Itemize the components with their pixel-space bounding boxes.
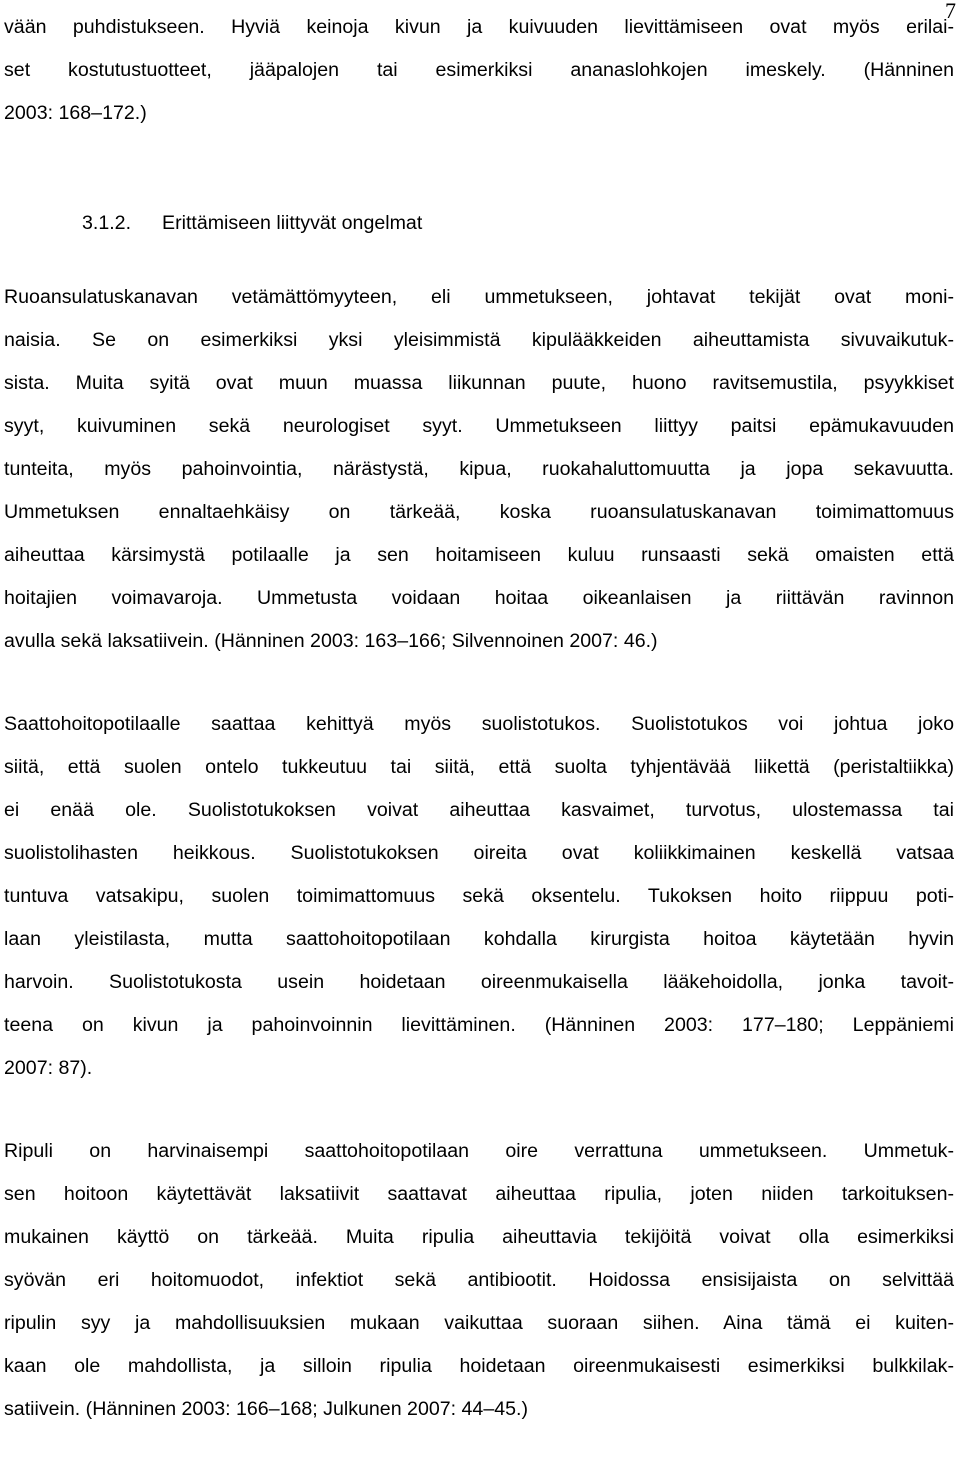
text-line: 2003: 168–172.) [4, 102, 147, 124]
text-line: Ruoansulatuskanavan vetämättömyyteen, eli ummetukseen, johtavat tekijät ovat moni- [4, 286, 954, 308]
text-line: avulla sekä laksatiivein. (Hänninen 2003: 163–166; Silvennoinen 2007: 46.) [4, 630, 658, 652]
text-line: tunteita, myös pahoinvointia, närästystä, kipua, ruokahaluttomuutta ja jopa sekavuutta. [4, 458, 954, 480]
text-line: aiheuttaa kärsimystä potilaalle ja sen hoitamiseen kuluu runsaasti sekä omaisten että [4, 544, 954, 566]
text-line: Ripuli on harvinaisempi saattohoitopotilaan oire verrattuna ummetukseen. Ummetuk- [4, 1140, 954, 1162]
paragraph-diarrhea [4, 1130, 954, 1431]
text-line: vään puhdistukseen. Hyviä keinoja kivun ja kuivuuden lievittämiseen ovat myös erilai- [4, 16, 954, 38]
page-number: 7 [945, 0, 956, 23]
paragraph-constipation [4, 276, 954, 663]
text-line: suolistolihasten heikkous. Suolistotukoksen oireita ovat koliikkimainen keskellä vatsaa [4, 842, 954, 864]
document-body [4, 0, 954, 1431]
text-line: laan yleistilasta, mutta saattohoitopotilaan kohdalla kirurgista hoitoa käytetään hyvin [4, 928, 954, 950]
text-line: mukainen käyttö on tärkeää. Muita ripulia aiheuttavia tekijöitä voivat olla esimerkiksi [4, 1226, 954, 1248]
text-line: ripulin syy ja mahdollisuuksien mukaan vaikuttaa suoraan siihen. Aina tämä ei kuiten- [4, 1312, 954, 1334]
text-line: ei enää ole. Suolistotukoksen voivat aiheuttaa kasvaimet, turvotus, ulostemassa tai [4, 799, 954, 821]
intro-paragraph [4, 6, 954, 135]
text-line: set kostutustuotteet, jääpalojen tai esimerkiksi ananaslohkojen imeskely. (Hänninen [4, 59, 954, 81]
text-line: sista. Muita syitä ovat muun muassa liikunnan puute, huono ravitsemustila, psyykkiset [4, 372, 954, 394]
section-number: 3.1.2. [82, 212, 132, 234]
text-line: teena on kivun ja pahoinvoinnin lievittäminen. (Hänninen 2003: 177–180; Leppäniemi [4, 1014, 954, 1036]
text-line: syyt, kuivuminen sekä neurologiset syyt. Ummetukseen liittyy paitsi epämukavuuden [4, 415, 954, 437]
section-heading [4, 202, 954, 245]
text-line: satiivein. (Hänninen 2003: 166–168; Julkunen 2007: 44–45.) [4, 1398, 528, 1420]
text-line: siitä, että suolen ontelo tukkeutuu tai siitä, että suolta tyhjentävää liikettä (peristaltiikka) [4, 756, 954, 778]
text-line: naisia. Se on esimerkiksi yksi yleisimmistä kipulääkkeiden aiheuttamista sivuvaikutuk- [4, 329, 954, 351]
text-line: hoitajien voimavaroja. Ummetusta voidaan hoitaa oikeanlaisen ja riittävän ravinnon [4, 587, 954, 609]
paragraph-bowel-obstruction [4, 703, 954, 1090]
text-line: Ummetuksen ennaltaehkäisy on tärkeää, koska ruoansulatuskanavan toimimattomuus [4, 501, 954, 523]
text-line: syövän eri hoitomuodot, infektiot sekä antibiootit. Hoidossa ensisijaista on selvittää [4, 1269, 954, 1291]
section-title: Erittämiseen liittyvät ongelmat [162, 212, 423, 234]
text-line: 2007: 87). [4, 1057, 93, 1079]
text-line: kaan ole mahdollista, ja silloin ripulia hoidetaan oireenmukaisesti esimerkiksi bulkkilak- [4, 1355, 954, 1377]
text-line: Saattohoitopotilaalle saattaa kehittyä myös suolistotukos. Suolistotukos voi johtua joko [4, 713, 954, 735]
text-line: sen hoitoon käytettävät laksatiivit saattavat aiheuttaa ripulia, joten niiden tarkoituksen- [4, 1183, 954, 1205]
text-line: harvoin. Suolistotukosta usein hoidetaan oireenmukaisella lääkehoidolla, jonka tavoit- [4, 971, 954, 993]
text-line: tuntuva vatsakipu, suolen toimimattomuus sekä oksentelu. Tukoksen hoito riippuu poti- [4, 885, 954, 907]
